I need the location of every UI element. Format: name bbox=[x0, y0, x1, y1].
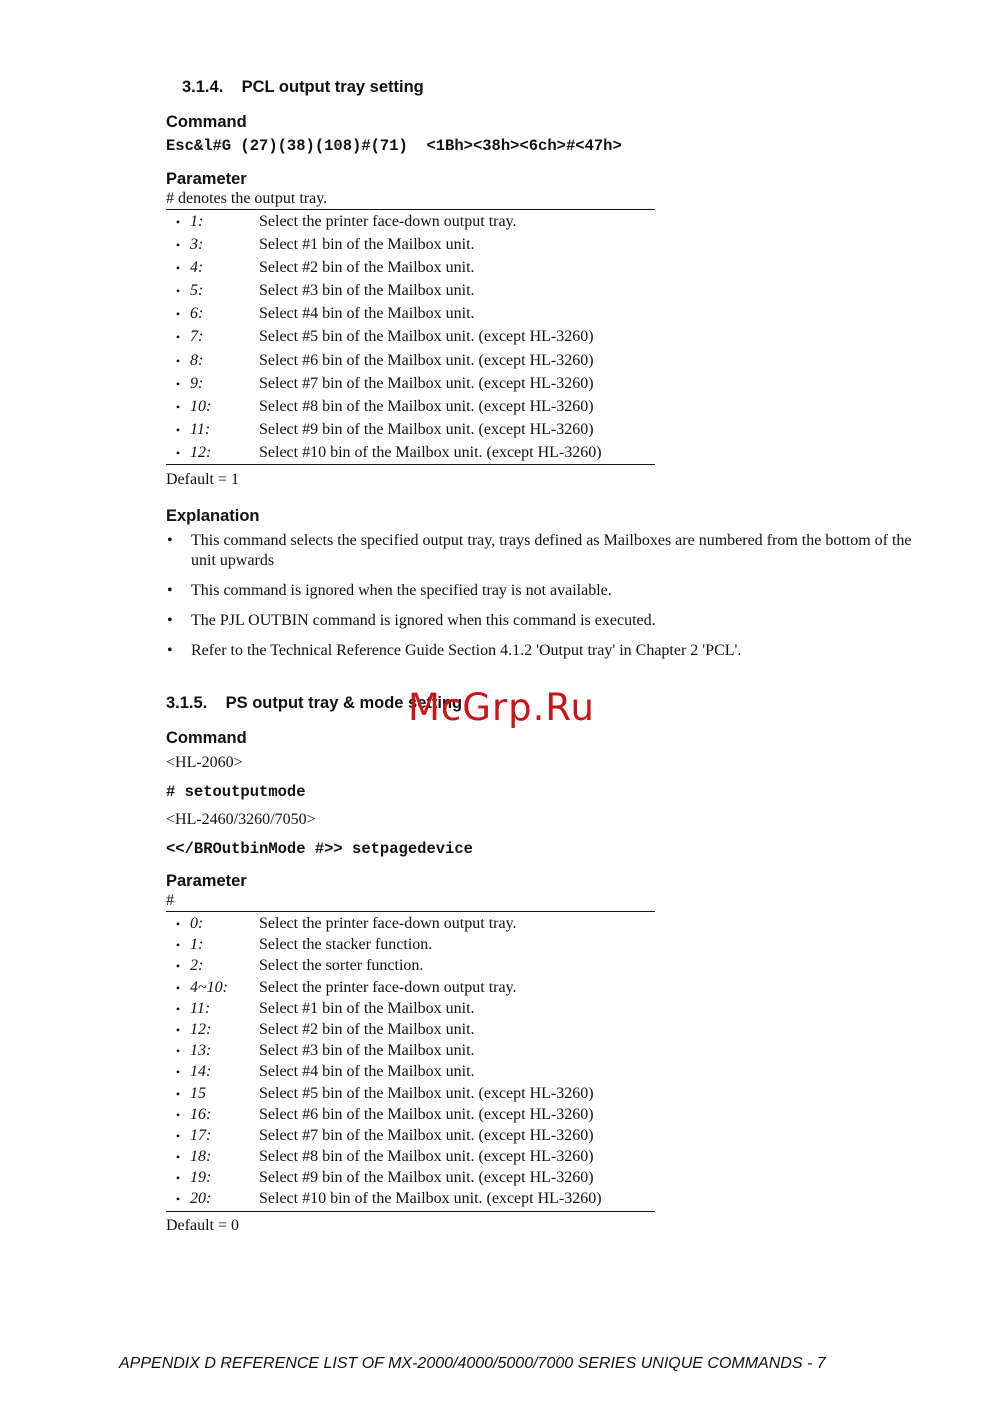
param-description: Select the printer face-down output tray. bbox=[259, 978, 517, 996]
param-description: Select #4 bin of the Mailbox unit. bbox=[259, 305, 475, 323]
pcl-default: Default = 1 bbox=[166, 471, 239, 488]
ps-default: Default = 0 bbox=[166, 1217, 239, 1234]
param-row bbox=[166, 914, 655, 935]
pcl-param-intro: # denotes the output tray. bbox=[166, 190, 328, 207]
param-description: Select #10 bin of the Mailbox unit. (except HL-3260) bbox=[259, 443, 602, 461]
explanation-item: • This command selects the specified output tray, trays defined as Mailboxes are numbered from the bottom of the unit upwards bbox=[166, 531, 936, 571]
ps-param-table bbox=[166, 914, 655, 1211]
param-description: Select #5 bin of the Mailbox unit. (except HL-3260) bbox=[259, 1084, 594, 1102]
watermark: McGrp.Ru bbox=[408, 686, 595, 729]
param-value: 5: bbox=[190, 282, 204, 300]
param-value: 7: bbox=[190, 328, 204, 346]
param-row bbox=[166, 351, 655, 374]
param-description: Select #1 bin of the Mailbox unit. bbox=[259, 236, 475, 254]
bullet-icon: • bbox=[175, 1150, 181, 1165]
param-description: Select the printer face-down output tray. bbox=[259, 213, 517, 230]
param-value: 15 bbox=[190, 1084, 206, 1102]
param-value: 8: bbox=[190, 351, 204, 369]
param-description: Select #6 bin of the Mailbox unit. (except HL-3260) bbox=[259, 1105, 594, 1123]
param-row bbox=[166, 420, 655, 443]
param-description: Select the printer face-down output tray. bbox=[259, 915, 517, 932]
ps-command-setpagedevice: <</BROutbinMode #>> setpagedevice bbox=[166, 840, 473, 858]
pcl-command-code: Esc&l#G (27)(38)(108)#(71) <1Bh><38h><6ch>#<47h> bbox=[166, 137, 622, 155]
ps-command-setoutputmode: # setoutputmode bbox=[166, 783, 306, 801]
param-description: Select #8 bin of the Mailbox unit. (except HL-3260) bbox=[259, 397, 594, 415]
param-description: Select #6 bin of the Mailbox unit. (except HL-3260) bbox=[259, 351, 594, 369]
param-value: 11: bbox=[190, 999, 211, 1017]
explanation-item: • Refer to the Technical Reference Guide Section 4.1.2 'Output tray' in Chapter 2 'PCL'. bbox=[166, 641, 936, 661]
param-value: 9: bbox=[190, 374, 204, 392]
bullet-icon: • bbox=[175, 1001, 181, 1016]
param-description: Select #5 bin of the Mailbox unit. (except HL-3260) bbox=[259, 328, 594, 346]
param-row bbox=[166, 443, 655, 466]
param-value: 1: bbox=[190, 213, 204, 230]
param-row bbox=[166, 1105, 655, 1126]
param-value: 17: bbox=[190, 1126, 212, 1144]
bullet-icon: • bbox=[175, 353, 181, 368]
pcl-parameter-label: Parameter bbox=[166, 170, 247, 188]
param-description: Select the stacker function. bbox=[259, 936, 433, 954]
param-value: 4~10: bbox=[190, 978, 228, 996]
ps-model-2060: <HL-2060> bbox=[166, 754, 243, 771]
bullet-icon: • bbox=[175, 330, 181, 345]
bullet-icon: • bbox=[175, 1022, 181, 1037]
bullet-icon: • bbox=[175, 261, 181, 276]
param-description: Select #9 bin of the Mailbox unit. (except HL-3260) bbox=[259, 420, 594, 438]
explanation-item: • This command is ignored when the specified tray is not available. bbox=[166, 581, 936, 601]
explanation-item: • The PJL OUTBIN command is ignored when this command is executed. bbox=[166, 611, 936, 631]
param-row bbox=[166, 1020, 655, 1041]
param-row bbox=[166, 258, 655, 281]
param-row bbox=[166, 935, 655, 956]
param-row bbox=[166, 397, 655, 420]
param-description: Select #2 bin of the Mailbox unit. bbox=[259, 259, 475, 277]
param-description: Select the sorter function. bbox=[259, 957, 424, 975]
param-row bbox=[166, 235, 655, 258]
section-heading-pcl: 3.1.4. PCL output tray setting bbox=[182, 78, 424, 96]
bullet-icon: • bbox=[175, 307, 181, 322]
param-row bbox=[166, 1041, 655, 1062]
param-value: 13: bbox=[190, 1042, 212, 1060]
param-description: Select #1 bin of the Mailbox unit. bbox=[259, 999, 475, 1017]
param-description: Select #10 bin of the Mailbox unit. (except HL-3260) bbox=[259, 1190, 602, 1208]
bullet-icon: • bbox=[175, 1086, 181, 1101]
param-value: 18: bbox=[190, 1148, 212, 1166]
bullet-icon: • bbox=[175, 284, 181, 299]
section-heading-ps: 3.1.5. PS output tray & mode setting bbox=[166, 694, 463, 712]
pcl-explanation-label: Explanation bbox=[166, 507, 260, 525]
param-description: Select #4 bin of the Mailbox unit. bbox=[259, 1063, 475, 1081]
param-row bbox=[166, 304, 655, 327]
param-description: Select #7 bin of the Mailbox unit. (except HL-3260) bbox=[259, 374, 594, 392]
param-value: 12: bbox=[190, 1020, 212, 1038]
param-value: 19: bbox=[190, 1169, 212, 1187]
page-footer: APPENDIX D REFERENCE LIST OF MX-2000/4000/5000/7000 SERIES UNIQUE COMMANDS - 7 bbox=[119, 1355, 826, 1372]
ps-table-bottom-rule bbox=[166, 1211, 655, 1212]
pcl-command-label: Command bbox=[166, 113, 247, 131]
param-row bbox=[166, 281, 655, 304]
bullet-icon: • bbox=[175, 917, 181, 931]
bullet-icon: • bbox=[175, 399, 181, 414]
param-row bbox=[166, 978, 655, 999]
param-row bbox=[166, 212, 655, 235]
param-value: 12: bbox=[190, 443, 212, 461]
bullet-icon: • bbox=[175, 959, 181, 974]
param-row bbox=[166, 999, 655, 1020]
param-row bbox=[166, 956, 655, 977]
ps-param-intro: # bbox=[166, 892, 174, 909]
bullet-icon: • bbox=[175, 215, 181, 229]
bullet-icon: • bbox=[175, 1065, 181, 1080]
param-value: 2: bbox=[190, 957, 204, 975]
pcl-param-table bbox=[166, 212, 655, 466]
pcl-explanation-list bbox=[166, 531, 936, 671]
param-value: 6: bbox=[190, 305, 204, 323]
bullet-icon: • bbox=[175, 238, 181, 253]
param-value: 14: bbox=[190, 1063, 212, 1081]
param-description: Select #2 bin of the Mailbox unit. bbox=[259, 1020, 475, 1038]
param-description: Select #9 bin of the Mailbox unit. (except HL-3260) bbox=[259, 1169, 594, 1187]
bullet-icon: • bbox=[175, 445, 181, 460]
bullet-icon: • bbox=[175, 376, 181, 391]
pcl-table-top-rule bbox=[166, 209, 655, 210]
param-row bbox=[166, 1189, 655, 1210]
param-row bbox=[166, 374, 655, 397]
param-value: 20: bbox=[190, 1190, 212, 1208]
param-description: Select #7 bin of the Mailbox unit. (except HL-3260) bbox=[259, 1126, 594, 1144]
bullet-icon: • bbox=[175, 1171, 181, 1186]
param-row bbox=[166, 1084, 655, 1105]
bullet-icon: • bbox=[175, 980, 181, 995]
bullet-icon: • bbox=[175, 938, 181, 953]
param-row bbox=[166, 1126, 655, 1147]
param-value: 3: bbox=[190, 236, 204, 254]
bullet-icon: • bbox=[175, 1107, 181, 1122]
pcl-table-bottom-rule bbox=[166, 464, 655, 465]
ps-model-2460-3260-7050: <HL-2460/3260/7050> bbox=[166, 811, 316, 828]
param-value: 11: bbox=[190, 420, 211, 438]
bullet-icon: • bbox=[175, 1128, 181, 1143]
bullet-icon: • bbox=[175, 422, 181, 437]
ps-parameter-label: Parameter bbox=[166, 872, 247, 890]
param-value: 16: bbox=[190, 1105, 212, 1123]
param-value: 4: bbox=[190, 259, 204, 277]
bullet-icon: • bbox=[175, 1044, 181, 1059]
param-description: Select #3 bin of the Mailbox unit. bbox=[259, 282, 475, 300]
param-row bbox=[166, 1168, 655, 1189]
param-row bbox=[166, 1147, 655, 1168]
bullet-icon: • bbox=[175, 1192, 181, 1207]
param-value: 10: bbox=[190, 397, 212, 415]
ps-command-label: Command bbox=[166, 729, 247, 747]
param-description: Select #8 bin of the Mailbox unit. (except HL-3260) bbox=[259, 1148, 594, 1166]
param-value: 0: bbox=[190, 915, 204, 932]
param-value: 1: bbox=[190, 936, 204, 954]
param-row bbox=[166, 327, 655, 350]
ps-table-top-rule bbox=[166, 911, 655, 912]
param-description: Select #3 bin of the Mailbox unit. bbox=[259, 1042, 475, 1060]
param-row bbox=[166, 1062, 655, 1083]
